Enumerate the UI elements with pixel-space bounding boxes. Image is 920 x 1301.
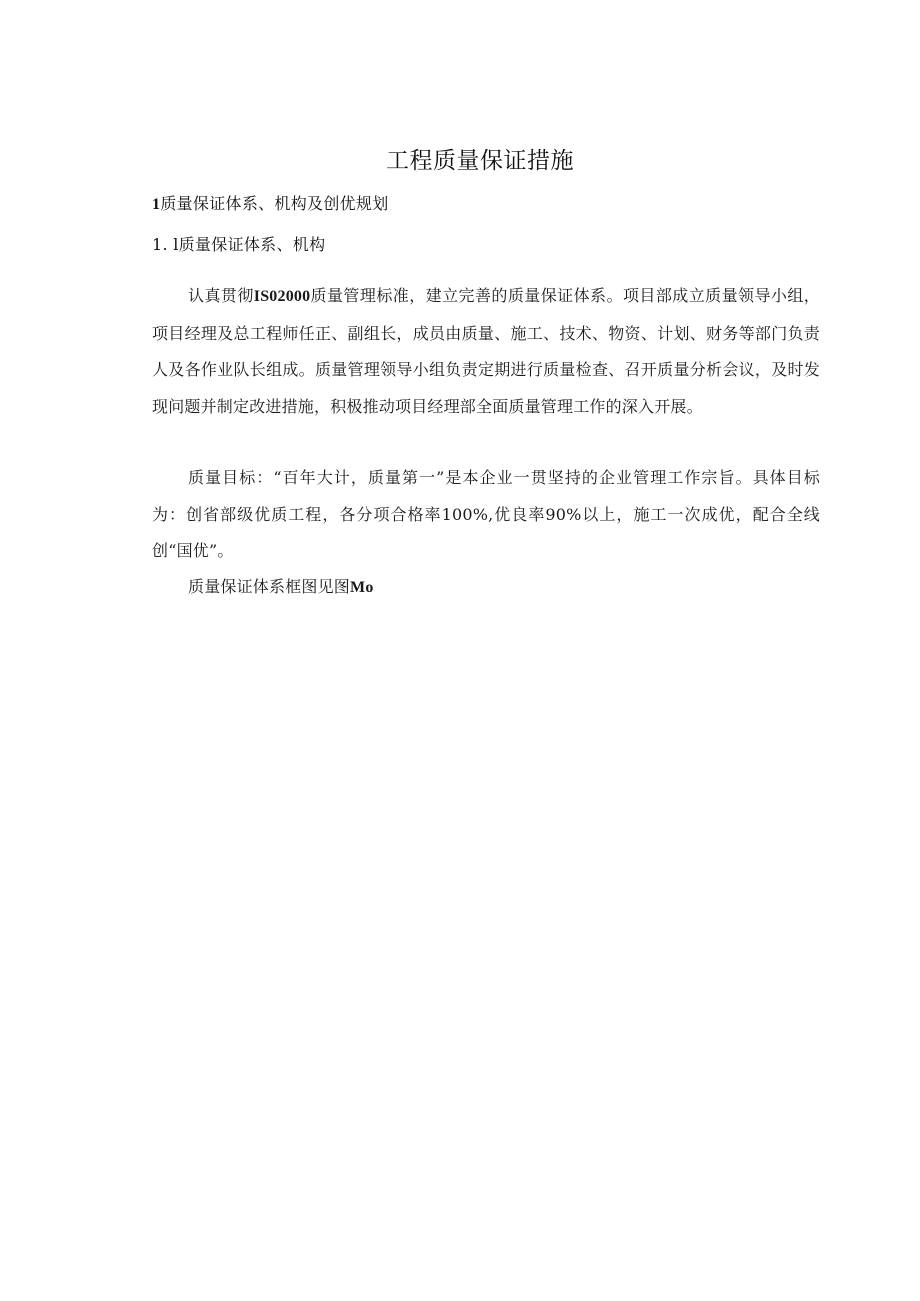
section-title: 质量保证体系、机构及创优规划 (160, 194, 389, 213)
document-title: 工程质量保证措施 (386, 148, 574, 174)
paragraph-lead: 认真贯彻 (188, 286, 254, 305)
paragraph-quality-target (152, 460, 820, 570)
paragraph-quality-system (152, 278, 820, 425)
paragraph-body: 质量管理标准，建立完善的质量保证体系。项目部成立质量领导小组，项目经理及总工程师任正、副组长，成员由质量、施工、技术、物资、计划、财务等部门负责人及各作业队长组成。质量管理领导小组负责定期进行质量检查、召开质量分析会议，及时发现问题并制定改进措施，积极推动项目经理部全面质量管理工作的深入开展。 (152, 286, 821, 416)
paragraph-figure-reference (152, 569, 820, 607)
section-number: 1. l (152, 235, 179, 254)
section-title: 质量保证体系、机构 (178, 235, 326, 254)
section-heading-1 (152, 191, 389, 214)
section-number: 1 (152, 196, 161, 213)
section-heading-1-1 (152, 232, 325, 255)
paragraph-body: 质量目标：“百年大计，质量第一”是本企业一贯坚持的企业管理工作宗旨。具体目标为：创省部级优质工程，各分项合格率100%,优良率90%以上，施工一次成优，配合全线创“国优”。 (152, 468, 820, 560)
paragraph-body: 质量保证体系框图见图 (188, 577, 351, 596)
figure-reference: Mo (350, 579, 374, 596)
iso-standard: IS02000 (253, 288, 311, 305)
